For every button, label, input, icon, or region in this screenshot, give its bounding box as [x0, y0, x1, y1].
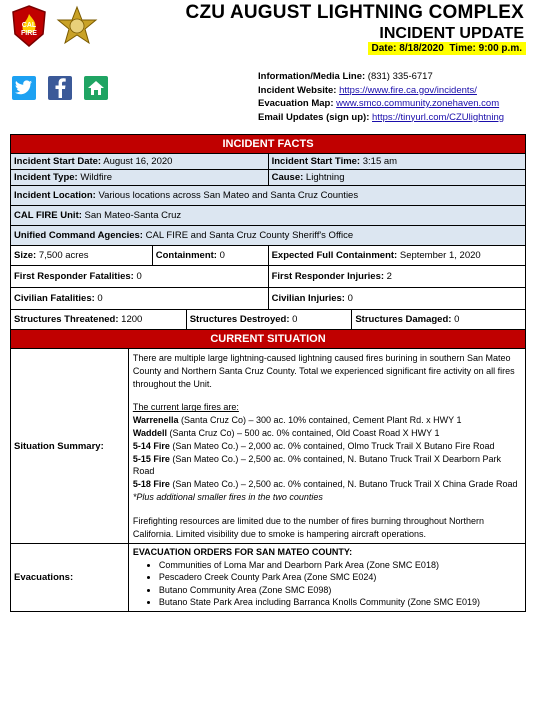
home-icon[interactable] [84, 76, 108, 100]
email-updates-link[interactable]: https://tinyurl.com/CZUlightning [372, 111, 505, 123]
facebook-icon[interactable] [48, 76, 72, 100]
situation-intro: There are multiple large lightning-caused lightning caused fires burining in southern San Mateo County and Northern Santa Cruz County. Total we experienced significant fire activity on all fires throughout the Unit. [132, 353, 515, 389]
svg-text:FIRE: FIRE [21, 30, 37, 37]
fr-fatalities-cell: First Responder Fatalities: 0 [11, 266, 269, 288]
report-title-block [186, 2, 524, 43]
evacuation-map-link[interactable]: www.smco.community.zonehaven.com [336, 98, 500, 109]
structures-damaged-cell: Structures Damaged: 0 [352, 310, 526, 330]
evacuation-item: • Butano Community Area (Zone SMC E098) [159, 584, 522, 597]
additional-fires-note: *Plus additional smaller fires in the two counties [132, 491, 323, 502]
cause-cell: Cause: Lightning [268, 170, 525, 186]
evacuations-cell [128, 544, 525, 612]
current-situation-header: CURRENT SITUATION [11, 330, 526, 349]
incident-type-cell: Incident Type: Wildfire [11, 170, 269, 186]
evacuation-item: • Pescadero Creek County Park Area (Zone SMC E024) [159, 571, 522, 584]
structures-threatened-cell: Structures Threatened: 1200 [11, 310, 187, 330]
start-date-cell: Incident Start Date: August 16, 2020 [11, 154, 269, 170]
fire-item: 5-15 Fire (San Mateo Co.) – 2,500 ac. 0% contained, N. Butano Truck Trail X Dearborn Park Road [132, 453, 502, 477]
start-time-cell: Incident Start Time: 3:15 am [268, 154, 525, 170]
containment-cell: Containment: 0 [152, 246, 268, 266]
location-cell: Incident Location: Various locations across San Mateo and Santa Cruz Counties [11, 186, 526, 206]
evacuation-item: • Communities of Loma Mar and Dearborn Park Area (Zone SMC E018) [159, 559, 522, 572]
resources-note: Firefighting resources are limited due to the number of fires burning throughout Northern California. Limited visibility due to smoke is hampering aircraft operations. [132, 515, 485, 539]
svg-text:CAL: CAL [21, 22, 37, 29]
unit-cell: CAL FIRE Unit: San Mateo-Santa Cruz [11, 206, 526, 226]
evacuations-label: Evacuations: [11, 544, 129, 612]
structures-destroyed-cell: Structures Destroyed: 0 [186, 310, 352, 330]
twitter-icon[interactable] [12, 76, 36, 100]
evacuation-item: • Butano State Park Area including Barranca Knolls Community (Zone SMC E019) [159, 596, 522, 609]
calfire-logo [8, 4, 50, 48]
fire-list [133, 414, 522, 491]
incident-facts-header: INCIDENT FACTS [11, 135, 526, 154]
contact-info: Information/Media Line: (831) 335-6717 Incident Website: https://www.fire.ca.gov/incidents/ Evacuation Map: www.smco.community.zonehaven.com Email Updates (sign up): https://tinyurl.com/CZUlightning [258, 71, 505, 123]
sheriff-star-badge [56, 4, 98, 48]
incident-table [10, 134, 526, 612]
report-title: CZU AUGUST LIGHTNING COMPLEX [185, 2, 524, 23]
situation-summary-label: Situation Summary: [11, 349, 129, 544]
situation-summary-cell [128, 349, 525, 544]
fire-item: Waddell (Santa Cruz Co) – 500 ac. 0% contained, Old Coast Road X HWY 1 [132, 427, 440, 438]
full-containment-cell: Expected Full Containment: September 1, 2020 [268, 246, 525, 266]
report-subtitle: INCIDENT UPDATE [379, 25, 524, 42]
agencies-cell: Unified Command Agencies: CAL FIRE and Santa Cruz County Sheriff's Office [11, 226, 526, 246]
evacuation-list [133, 559, 522, 609]
social-links [12, 76, 108, 100]
civ-injuries-cell: Civilian Injuries: 0 [268, 288, 525, 310]
fires-heading: The current large fires are: [132, 402, 239, 413]
incident-website-link[interactable]: https://www.fire.ca.gov/incidents/ [339, 84, 477, 96]
size-cell: Size: 7,500 acres [11, 246, 153, 266]
fire-item: Warrenella (Santa Cruz Co) – 300 ac. 10% contained, Cement Plant Rd. x HWY 1 [132, 415, 462, 426]
fire-item: 5-18 Fire (San Mateo Co.) – 2,500 ac. 0% contained, N. Butano Truck Trail X China Grade Road [132, 479, 518, 490]
fire-item: 5-14 Fire (San Mateo Co.) – 2,000 ac. 0% contained, Olmo Truck Trail X Butano Fire Road [132, 440, 495, 451]
date-time-bar: Date: 8/18/2020 Time: 9:00 p.m. [368, 42, 527, 55]
evacuation-orders-heading: EVACUATION ORDERS FOR SAN MATEO COUNTY: [132, 547, 353, 558]
header-logos [8, 4, 98, 48]
fr-injuries-cell: First Responder Injuries: 2 [268, 266, 525, 288]
civ-fatalities-cell: Civilian Fatalities: 0 [11, 288, 269, 310]
